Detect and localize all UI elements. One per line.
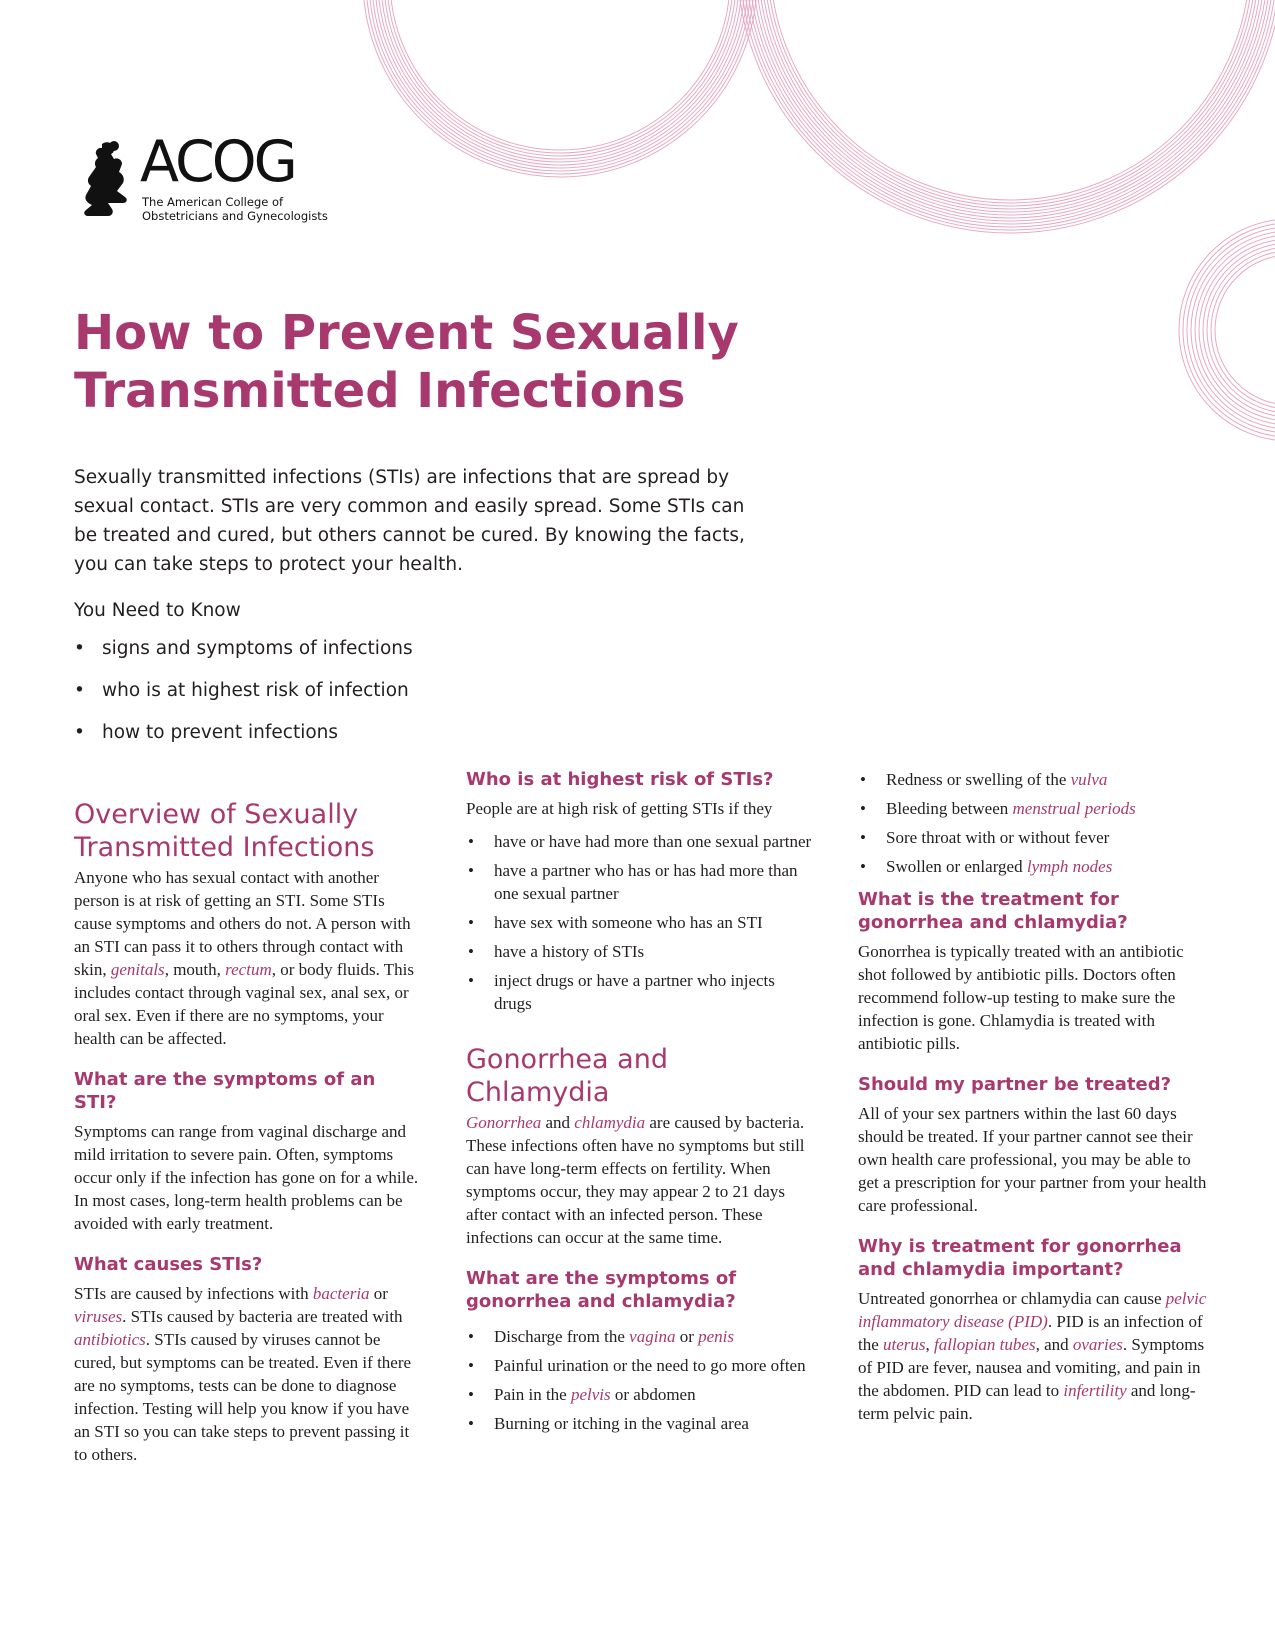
term-link-gonorrhea[interactable]: Gonorrhea (466, 1113, 542, 1132)
text-segment: . STIs caused by bacteria are treated with (122, 1307, 403, 1326)
logo-subtitle (142, 195, 342, 223)
term-link-vagina[interactable]: vagina (629, 1327, 676, 1346)
term-link-vulva[interactable]: vulva (1070, 770, 1108, 789)
list-item (858, 797, 1208, 820)
list-item: • how to prevent infections (74, 722, 413, 764)
page-title-line1: How to Prevent Sexually (74, 305, 739, 361)
gc-symptoms-list (466, 1325, 816, 1435)
text-segment: Redness or swelling of the (886, 770, 1067, 789)
decorative-arc (755, 0, 1265, 215)
decorative-arc (746, 0, 1274, 224)
decorative-arc (752, 0, 1268, 218)
decorative-arc (740, 0, 1275, 230)
subheading-highest-risk: Who is at highest risk of STIs? (466, 769, 774, 790)
term-link-viruses[interactable]: viruses (74, 1307, 123, 1326)
text-segment: Swollen or enlarged (886, 857, 1023, 876)
term-link-genitals[interactable]: genitals (110, 960, 165, 979)
decorative-arc (749, 0, 1271, 221)
logo-wordmark: ACOG (140, 129, 295, 195)
why-treatment-paragraph (858, 1287, 1208, 1425)
gonorrhea-chlamydia-paragraph (466, 1111, 816, 1249)
decorative-arc (764, 0, 1256, 206)
text-segment: Untreated gonorrhea or chlamydia can cause (858, 1289, 1162, 1308)
risk-list (466, 830, 816, 1015)
text-segment: and long-term pelvic pain. (858, 1381, 1196, 1423)
logo-subtitle-line1: The American College of (142, 195, 284, 209)
need-to-know-list (74, 638, 413, 764)
text-segment: , or body fluids. This includes contact through vaginal sex, anal sex, or oral sex. Even if there are no symptoms, your health can be affected. (74, 960, 415, 1048)
decorative-arc (378, 0, 742, 162)
text-segment: are caused by bacteria. These infections often have no symptoms but still can have long-term effects on fertility. When symptoms occur, they may appear 2 to 21 days after contact with an infected person. These infections can occur at the same time. (466, 1113, 805, 1247)
sti-causes-paragraph (74, 1282, 420, 1466)
decorative-arc (758, 0, 1262, 212)
text-segment: , and (1035, 1335, 1069, 1354)
list-item: • have a partner who has or has had more than one sexual partner (466, 859, 816, 905)
intro-paragraph: Sexually transmitted infections (STIs) are infections that are spread by sexual contact. STIs are very common and easily spread. Some STIs can be treated and cured, but others cannot be cured. By knowing the facts, you can take steps to protect your health. (74, 467, 745, 575)
page-title-line2: Transmitted Infections (74, 363, 686, 419)
decorative-arc (1183, 223, 1275, 437)
text-segment: Anyone who has sexual contact with another person is at risk of getting an STI. Some STIs cause symptoms and others do not. A person with an STI can pass it to others through contact with skin, (74, 868, 411, 979)
logo-subtitle-line2: Obstetricians and Gynecologists (142, 209, 328, 223)
text-segment: or (373, 1284, 388, 1303)
term-link-pid[interactable]: pelvic inflammatory disease (PID) (858, 1289, 1207, 1331)
term-link-pelvis[interactable]: pelvis (570, 1385, 611, 1404)
term-link-fallopian-tubes[interactable]: fallopian tubes (934, 1335, 1036, 1354)
column-1 (74, 798, 420, 1466)
subheading-sti-symptoms: What are the symptoms of an STI? (74, 1069, 376, 1113)
partner-paragraph: All of your sex partners within the last 60 days should be treated. If your partner cannot see their own health care professional, you may be able to get a prescription for your partner from your health care professional. (858, 1104, 1207, 1215)
text-segment: or abdomen (614, 1385, 696, 1404)
decorative-arc (390, 0, 730, 150)
mother-child-figure-icon (76, 140, 138, 220)
treatment-paragraph: Gonorrhea is typically treated with an antibiotic shot followed by antibiotic pills. Doctors often recommend follow-up testing to make sure the infection is gone. Chlamydia is treated with antibiotic pills. (858, 942, 1184, 1053)
list-item: • have sex with someone who has an STI (466, 911, 816, 934)
text-segment: , mouth, (164, 960, 221, 979)
term-link-penis[interactable]: penis (698, 1327, 735, 1346)
decorative-arc (375, 0, 745, 165)
list-item: • have a history of STIs (466, 940, 816, 963)
decorative-arc (381, 0, 739, 159)
risk-intro: People are at high risk of getting STIs if they (466, 799, 773, 818)
term-link-antibiotics[interactable]: antibiotics (74, 1330, 146, 1349)
term-link-menstrual-periods[interactable]: menstrual periods (1012, 799, 1136, 818)
decorative-arc (372, 0, 748, 168)
list-item: • have or have had more than one sexual partner (466, 830, 816, 853)
list-item (466, 1325, 816, 1348)
subheading-sti-causes: What causes STIs? (74, 1254, 263, 1275)
decorative-arc (767, 0, 1253, 203)
subheading-gc-symptoms: What are the symptoms of gonorrhea and chlamydia? (466, 1268, 737, 1312)
column-3 (858, 770, 1208, 1425)
decorative-arc (743, 0, 1275, 227)
list-item: • inject drugs or have a partner who injects drugs (466, 969, 816, 1015)
section-heading-gonorrhea-chlamydia: Gonorrhea and Chlamydia (466, 1044, 668, 1108)
section-heading-overview: Overview of Sexually Transmitted Infections (74, 799, 375, 863)
text-segment: . PID is an infection of the (858, 1312, 1203, 1354)
decorative-arc (1187, 227, 1275, 433)
subheading-partner: Should my partner be treated? (858, 1074, 1172, 1095)
decorative-arc (737, 0, 1275, 233)
decorative-arc (770, 0, 1250, 200)
list-item: • who is at highest risk of infection (74, 680, 413, 722)
subheading-why-treatment: Why is treatment for gonorrhea and chlamydia important? (858, 1236, 1182, 1280)
term-link-rectum[interactable]: rectum (225, 960, 272, 979)
text-segment: . STIs caused by viruses cannot be cured, but symptoms can be treated. Even if there are no symptoms, tests can be done to diagnose infection. Testing will help you know if you have an STI so you can take steps to prevent passing it to others. (74, 1330, 412, 1464)
acog-logo (76, 129, 336, 235)
list-item: • Burning or itching in the vaginal area (466, 1412, 816, 1435)
list-item: • Sore throat with or without fever (858, 826, 1208, 849)
list-item: • signs and symptoms of infections (74, 638, 413, 680)
text-segment: Discharge from the (494, 1327, 625, 1346)
term-link-infertility[interactable]: infertility (1063, 1381, 1127, 1400)
overview-paragraph (74, 866, 420, 1050)
list-item (858, 855, 1208, 878)
text-segment: Pain in the (494, 1385, 567, 1404)
text-segment: or (679, 1327, 694, 1346)
term-link-ovaries[interactable]: ovaries (1072, 1335, 1123, 1354)
subheading-treatment: What is the treatment for gonorrhea and chlamydia? (858, 889, 1128, 933)
text-segment: , (925, 1335, 930, 1354)
need-to-know-heading: You Need to Know (74, 600, 241, 621)
column-2 (466, 769, 816, 1441)
decorative-arc (387, 0, 733, 153)
decorative-arc (1215, 255, 1275, 405)
term-link-bacteria[interactable]: bacteria (312, 1284, 370, 1303)
list-item (858, 768, 1208, 791)
term-link-chlamydia[interactable]: chlamydia (574, 1113, 646, 1132)
term-link-uterus[interactable]: uterus (883, 1335, 926, 1354)
gc-symptoms-list-continued (858, 768, 1208, 878)
decorative-arc (1207, 247, 1275, 413)
text-segment: STIs are caused by infections with (74, 1284, 309, 1303)
decorative-arc (384, 0, 736, 156)
text-segment: . Symptoms of PID are fever, nausea and vomiting, and pain in the abdomen. PID can lead to (858, 1335, 1205, 1400)
text-segment: Bleeding between (886, 799, 1009, 818)
list-item: • Painful urination or the need to go more often (466, 1354, 816, 1377)
decorative-arc (761, 0, 1259, 209)
sti-symptoms-paragraph: Symptoms can range from vaginal discharge and mild irritation to severe pain. Often, symptoms occur only if the infection has gone on for a while. In most cases, long-term health problems can be avoided with early treatment. (74, 1122, 419, 1233)
list-item (466, 1383, 816, 1406)
text-segment: and (545, 1113, 571, 1132)
page-title (74, 304, 774, 420)
decorative-arc (1211, 251, 1275, 409)
term-link-lymph-nodes[interactable]: lymph nodes (1026, 857, 1113, 876)
